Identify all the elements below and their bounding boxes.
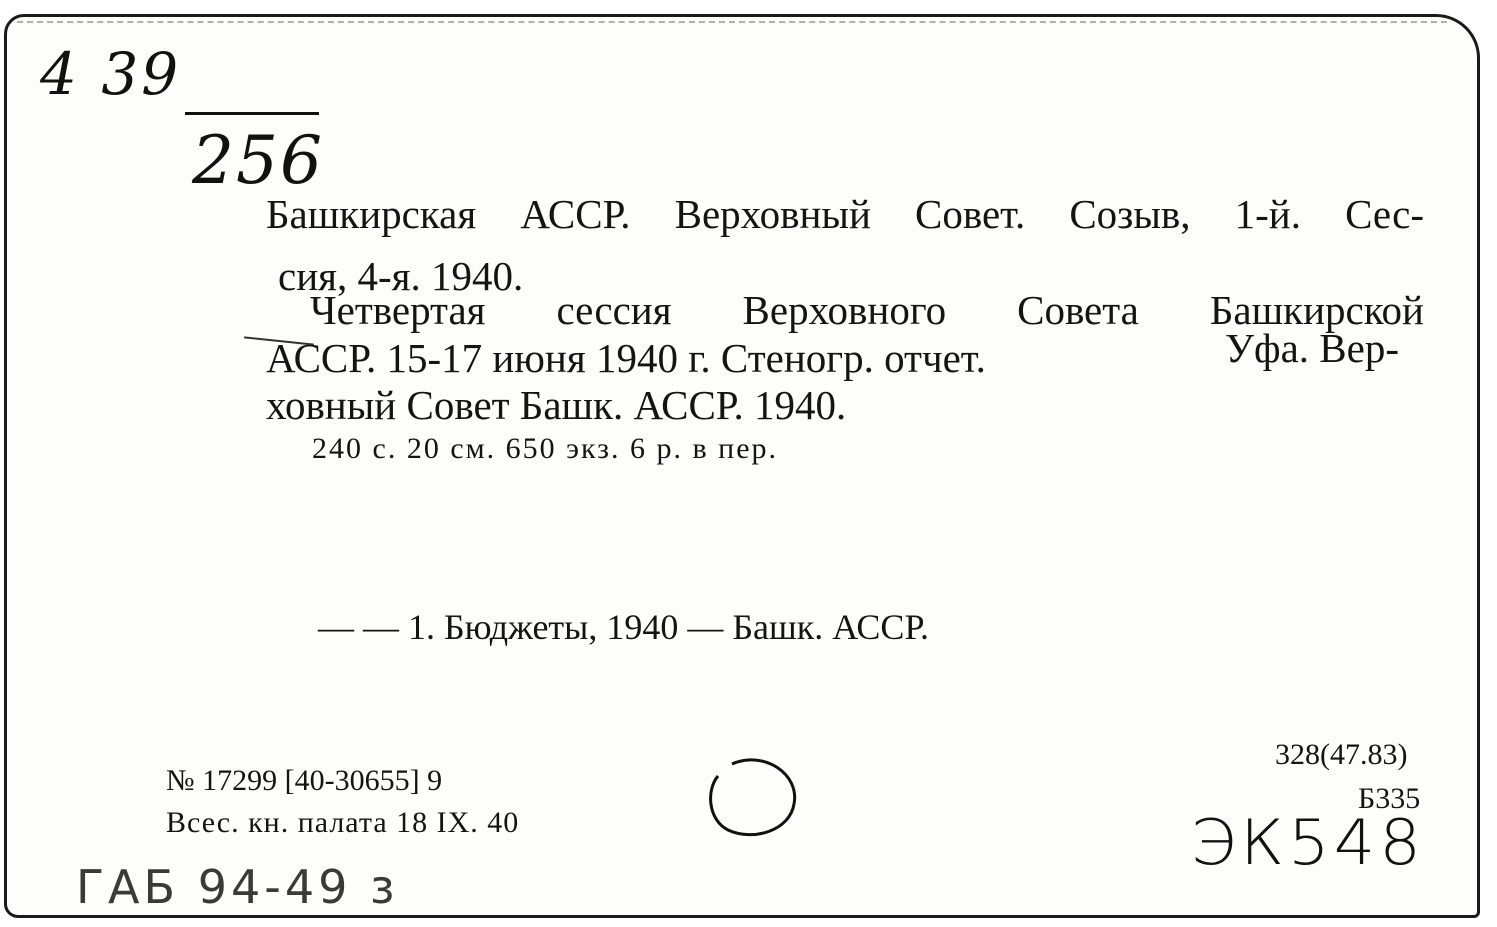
punched-hole-circle — [704, 754, 800, 842]
inventory-number: ЭК548 — [1190, 806, 1426, 879]
order-number: № 17299 [40-30655] 9 — [166, 764, 443, 797]
title-line-2: АССР. 15-17 июня 1940 г. Стеногр. отчет. — [266, 335, 986, 381]
book-chamber-line: Всес. кн. палата 18 IX. 40 — [166, 806, 520, 839]
place-start: Уфа. Вер- — [1225, 325, 1399, 371]
collation-line: 240 с. 20 см. 650 экз. 6 р. в пер. — [312, 432, 779, 465]
udc-classification: 328(47.83) — [1275, 738, 1408, 771]
subject-tracing: — — 1. Бюджеты, 1940 — Башк. АССР. — [318, 607, 929, 647]
heading-line-1: Башкирская АССР. Верховный Совет. Созыв, 1-й. Сес- — [266, 191, 1424, 237]
handwritten-archive-note: ГАБ 94-49 з — [76, 860, 399, 914]
title-line-1: Четвертая сессия Верховного Совета Башкирской — [310, 287, 1424, 333]
call-number-bottom: 256 — [192, 122, 324, 199]
title-line-3: ховный Совет Башк. АССР. 1940. — [266, 382, 847, 428]
heading-line-2: сия, 4-я. 1940. — [278, 253, 524, 299]
call-number-divider — [185, 112, 319, 115]
call-number-top: 4 39 — [40, 40, 182, 108]
author-mark: Б335 — [1358, 782, 1421, 815]
